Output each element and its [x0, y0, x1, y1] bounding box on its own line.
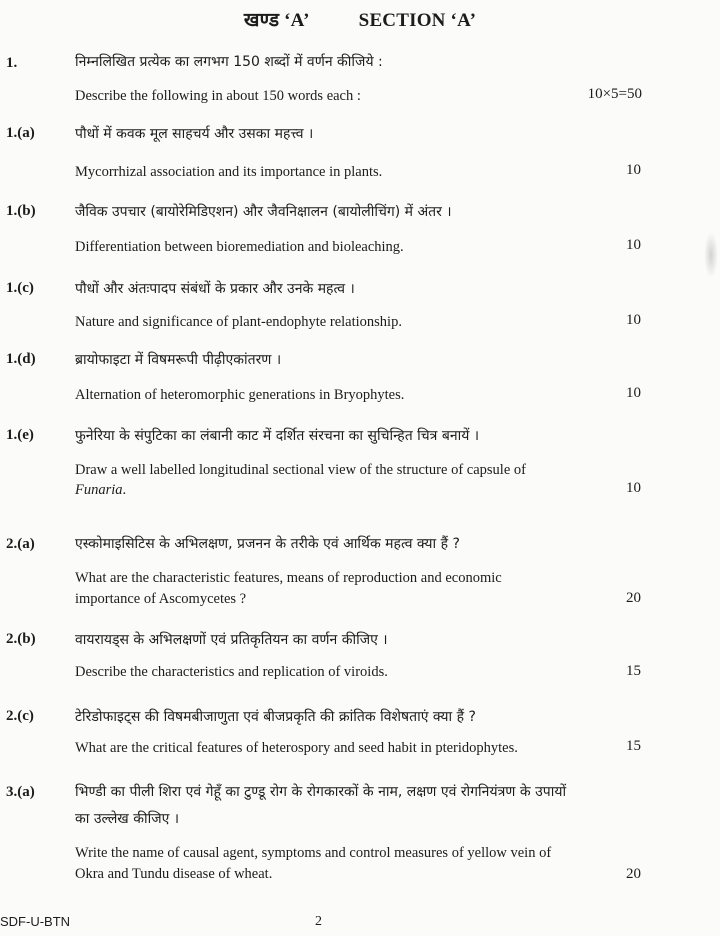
question-marks: 20	[626, 866, 641, 882]
question-number: 3.(a)	[6, 784, 35, 800]
question-text-english: Describe the characteristics and replication of viroids.	[75, 664, 388, 680]
question-number: 2.(c)	[6, 708, 34, 724]
question-text-english: Nature and significance of plant-endophyte relationship.	[75, 314, 402, 330]
question-number: 1.(a)	[6, 125, 35, 141]
paper-code: SDF-U-BTN	[0, 914, 71, 929]
question-number: 2.(b)	[6, 631, 36, 647]
question-text-hindi: ब्रायोफाइटा में विषमरूपी पीढ़ीएकांतरण ।	[75, 352, 282, 368]
question-text-hindi: जैविक उपचार (बायोरेमिडिएशन) और जैवनिक्षालन (बायोलीचिंग) में अंतर ।	[75, 204, 452, 220]
question-text-english-line2	[75, 480, 643, 500]
question-number: 1.	[6, 55, 18, 71]
question-number: 1.(c)	[6, 280, 34, 296]
question-text-hindi: टेरिडोफाइट्स की विषमबीजाणुता एवं बीजप्रकृति की क्रांतिक विशेषताएं क्या हैं ?	[75, 709, 476, 725]
question-number: 2.(a)	[6, 536, 35, 552]
question-text-hindi-line2: का उल्लेख कीजिए ।	[75, 811, 180, 827]
question-text-english: Mycorrhizal association and its importance in plants.	[75, 164, 383, 180]
question-text-english: What are the characteristic features, means of reproduction and economic	[75, 570, 502, 586]
question-text-english: Describe the following in about 150 words each :	[75, 88, 361, 104]
question-text-english: Alternation of heteromorphic generations in Bryophytes.	[75, 387, 405, 403]
question-text-english-line1: Draw a well labelled longitudinal sectional view of the structure of capsule of	[75, 462, 526, 478]
question-marks: 10	[626, 480, 641, 496]
question-text-english-line2: importance of Ascomycetes ?	[75, 591, 247, 607]
section-heading-english: SECTION ‘A’	[358, 10, 477, 31]
question-text-english-line2: Okra and Tundu disease of wheat.	[75, 866, 273, 882]
question-text-hindi: फुनेरिया के संपुटिका का लंबानी काट में दर्शित संरचना का सुचिन्हित चित्र बनायें ।	[75, 428, 480, 444]
question-text-hindi: पौधों और अंतःपादप संबंधों के प्रकार और उनके महत्व ।	[75, 281, 355, 297]
sentence-end: .	[122, 482, 127, 498]
question-number: 1.(b)	[6, 203, 36, 219]
question-marks: 10	[626, 162, 641, 178]
question-number: 1.(e)	[6, 427, 34, 443]
question-text-hindi: एस्कोमाइसिटिस के अभिलक्षण, प्रजनन के तरीके एवं आर्थिक महत्व क्या हैं ?	[75, 536, 460, 552]
question-marks: 10	[626, 237, 641, 253]
question-marks: 10	[626, 312, 641, 328]
question-text-english: What are the critical features of heterospory and seed habit in pteridophytes.	[75, 740, 518, 756]
question-text-hindi: पौधों में कवक मूल साहचर्य और उसका महत्त्व ।	[75, 126, 314, 142]
question-marks: 10×5=50	[587, 86, 642, 102]
section-heading	[0, 6, 720, 32]
question-number: 1.(d)	[6, 351, 36, 367]
question-text-hindi: भिण्डी का पीली शिरा एवं गेहूँ का टुण्डू रोग के रोगकारकों के नाम, लक्षण एवं रोगनियंत्रण के उपायों	[75, 784, 567, 800]
question-marks: 15	[626, 663, 641, 679]
question-marks: 10	[626, 385, 641, 401]
section-heading-hindi: खण्ड ‘A’	[243, 10, 310, 31]
question-text-english: Write the name of causal agent, symptoms and control measures of yellow vein of	[75, 845, 552, 861]
question-text-english	[75, 460, 643, 480]
species-name: Funaria	[75, 482, 123, 498]
question-marks: 15	[626, 738, 641, 754]
question-text-hindi: निम्नलिखित प्रत्येक का लगभग 150 शब्दों में वर्णन कीजिये :	[75, 54, 383, 70]
page-number: 2	[315, 914, 322, 929]
scan-smudge	[704, 232, 718, 278]
question-text-english: Differentiation between bioremediation and bioleaching.	[75, 239, 404, 255]
question-marks: 20	[626, 590, 641, 606]
question-text-hindi: वायरायड्स के अभिलक्षणों एवं प्रतिकृतियन का वर्णन कीजिए ।	[75, 632, 388, 648]
